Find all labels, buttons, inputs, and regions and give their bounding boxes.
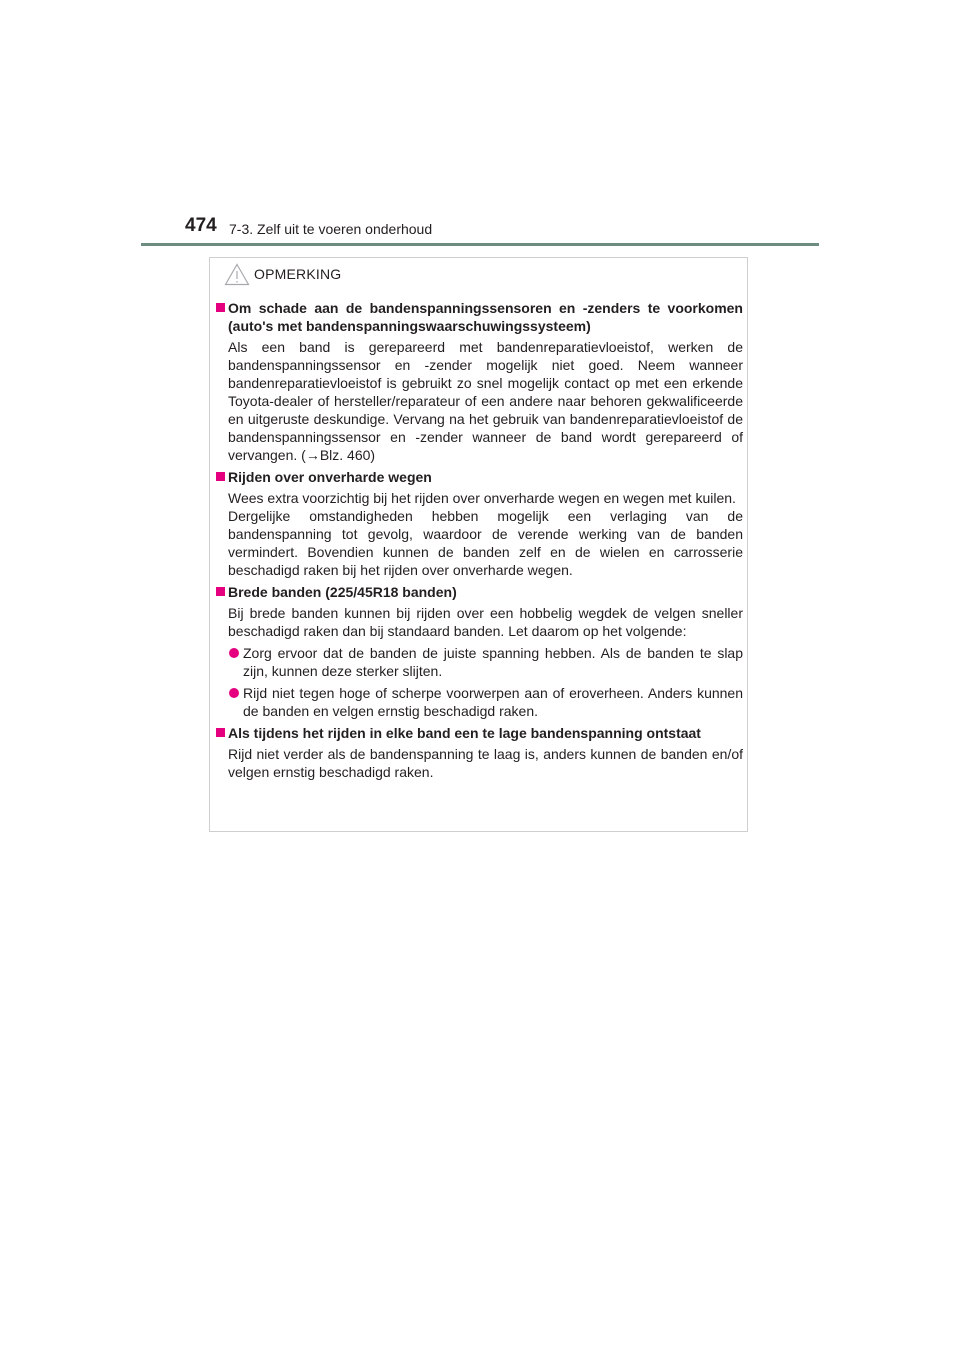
square-bullet-icon: [216, 728, 225, 737]
item-heading-text: Brede banden (225/45R18 banden): [228, 584, 457, 600]
notice-item: [216, 468, 743, 579]
paragraph: Bij brede banden kunnen bij rijden over een hobbelig wegdek de velgen sneller beschadigd raken dan bij standaard banden. Let daarom op het volgende:: [228, 605, 743, 639]
page-number: 474: [185, 215, 217, 236]
bullet-list: [216, 644, 743, 720]
item-heading-text: Om schade aan de bandenspanningssensoren en -zenders te voorkomen (auto's met bandenspanningswaarschuwingssysteem): [228, 300, 743, 334]
list-item-text: Rijd niet tegen hoge of scherpe voorwerpen aan of eroverheen. Anders kunnen de banden en velgen ernstig beschadigd raken.: [243, 685, 743, 719]
list-item: [216, 644, 743, 680]
notice-header: [224, 262, 341, 286]
warning-triangle-icon: [224, 263, 250, 286]
paragraph: Dergelijke omstandigheden hebben mogelijk een verlaging van de bandenspanning tot gevolg, waardoor de verende werking van de banden vermindert. Bovendien kunnen de banden zelf en de wielen en carrosserie beschadigd raken bij het rijden over onverharde wegen.: [228, 508, 743, 578]
item-heading: [216, 724, 743, 742]
item-body: [216, 489, 743, 579]
circle-bullet-icon: [229, 648, 239, 658]
item-body: [216, 338, 743, 464]
notice-content: [216, 299, 743, 785]
item-body: [216, 745, 743, 781]
section-title: 7-3. Zelf uit te voeren onderhoud: [229, 221, 433, 237]
header-rule: [141, 243, 819, 246]
item-body: [216, 604, 743, 640]
paragraph: Rijd niet verder als de bandenspanning te laag is, anders kunnen de banden en/of velgen ernstig beschadigd raken.: [228, 746, 743, 780]
notice-item: [216, 583, 743, 720]
notice-box: [209, 257, 748, 832]
item-heading: [216, 583, 743, 601]
notice-title: OPMERKING: [254, 266, 342, 282]
item-heading-text: Rijden over onverharde wegen: [228, 469, 432, 485]
item-heading: [216, 468, 743, 486]
paragraph: Als een band is gerepareerd met bandenreparatievloeistof, werken de bandenspanningssensor en -zender mogelijk niet goed. Neem wanneer bandenreparatievloeistof is gebruikt zo snel mogelijk contact op met een erkende Toyota-dealer of hersteller/reparateur of een andere naar behoren gekwalificeerde en uitgeruste deskundige. Vervang na het gebruik van bandenreparatievloeistof de bandenspanningssensor en -zender wanneer de band wordt gerepareerd of vervangen. (→Blz. 460): [228, 339, 743, 463]
circle-bullet-icon: [229, 688, 239, 698]
paragraph: Wees extra voorzichtig bij het rijden over onverharde wegen en wegen met kuilen.: [228, 490, 736, 506]
square-bullet-icon: [216, 303, 225, 312]
list-item: [216, 684, 743, 720]
list-item-text: Zorg ervoor dat de banden de juiste spanning hebben. Als de banden te slap zijn, kunnen deze sterker slijten.: [243, 645, 743, 679]
item-heading-text: Als tijdens het rijden in elke band een te lage bandenspanning ontstaat: [228, 725, 701, 741]
square-bullet-icon: [216, 472, 225, 481]
notice-item: [216, 724, 743, 781]
item-heading: [216, 299, 743, 335]
square-bullet-icon: [216, 587, 225, 596]
notice-item: [216, 299, 743, 464]
